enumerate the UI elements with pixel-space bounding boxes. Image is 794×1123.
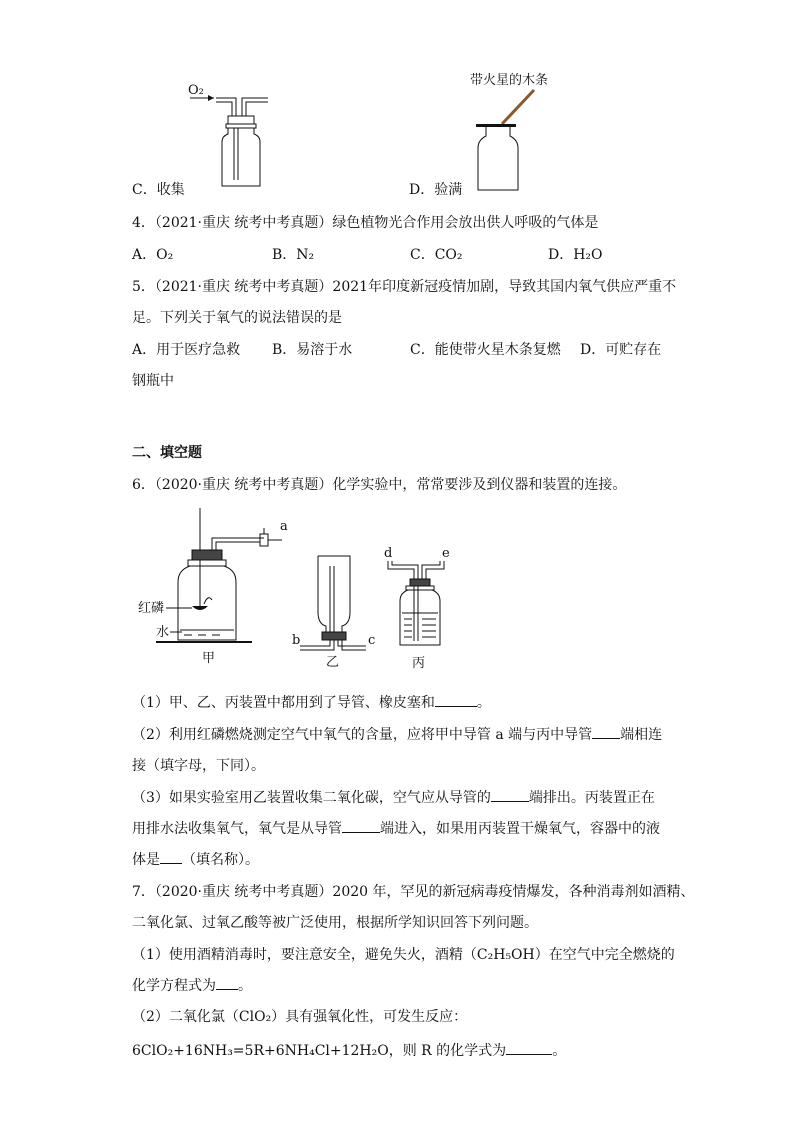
- q6-part2-end: 端相连: [620, 727, 663, 743]
- section-title: 二、填空题: [132, 445, 202, 461]
- q5-option-d-tail: 钢瓶中: [132, 373, 174, 389]
- oxygen-label: O₂: [188, 83, 204, 98]
- check-full-figure: [460, 70, 580, 194]
- q6-part3-blank2: [342, 820, 380, 833]
- q5-option-b: B．易溶于水: [272, 342, 353, 358]
- tube-end-a: a: [280, 519, 288, 534]
- q4-option-a: A．O₂: [132, 247, 174, 263]
- option-c-collect: C．收集: [132, 182, 185, 198]
- q6-part2: [132, 724, 662, 744]
- q6-part3-line3-text: 体是: [132, 852, 160, 868]
- q6-part3-blank3: [160, 851, 182, 864]
- tube-end-d: d: [384, 546, 393, 561]
- q6-part3: [132, 787, 655, 807]
- q6-part3-line2-cont: 端进入，如果用丙装置干燥氧气，容器中的液: [380, 821, 660, 837]
- red-phosphorus-label: 红磷: [138, 601, 165, 616]
- q6-part3-line2-text: 用排水法收集氧气，氧气是从导管: [132, 821, 342, 837]
- q6-part3-blank1: [491, 789, 529, 802]
- q6-part1-blank: [435, 694, 477, 707]
- q6-part1-end: 。: [476, 695, 491, 711]
- q4-option-d: D．H₂O: [548, 247, 603, 263]
- q6-part3-line2: [132, 818, 660, 838]
- q5-option-c: C．能使带火星木条复燃: [410, 342, 561, 358]
- apparatus-jia-label: 甲: [202, 651, 216, 666]
- q7-part1-blank: [216, 977, 238, 990]
- tube-end-c: c: [368, 633, 376, 648]
- question-5-stem-line1: 5．（2021·重庆 统考中考真题）2021年印度新冠疫情加剧，导致其国内氧气供应严重不: [132, 279, 677, 295]
- q5-option-d: D．可贮存在: [580, 342, 662, 358]
- q5-option-a: A．用于医疗急救: [132, 342, 241, 358]
- q6-part1-text: （1）甲、乙、丙装置中都用到了导管、橡皮塞和: [132, 695, 435, 711]
- q6-part3-line3: [132, 849, 259, 869]
- q4-option-c: C．CO₂: [410, 247, 463, 263]
- q6-part3-text: （3）如果实验室用乙装置收集二氧化碳，空气应从导管的: [132, 790, 491, 806]
- q7-part2-blank: [506, 1042, 552, 1055]
- q7-part2-line2: [132, 1040, 566, 1060]
- option-d-check-full: D．验满: [409, 182, 463, 198]
- question-5-stem-line2: 足。下列关于氧气的说法错误的是: [132, 310, 342, 326]
- q7-part1-text: 化学方程式为: [132, 978, 216, 994]
- water-label: 水: [156, 625, 170, 640]
- apparatus-jia-figure: [136, 508, 296, 674]
- q7-part1-line2: [132, 975, 252, 995]
- question-7-stem-line2: 二氧化氯、过氧乙酸等被广泛使用，根据所学知识回答下列问题。: [132, 915, 538, 931]
- apparatus-yi-label: 乙: [326, 655, 340, 670]
- collection-bottle-figure: [180, 82, 280, 192]
- q6-part3-cont: 端排出。丙装置正在: [528, 790, 655, 806]
- q7-part1-end: 。: [238, 978, 252, 994]
- q6-part3-line3-end: （填名称）。: [182, 852, 259, 868]
- q6-part2-line2: 接（填字母，下同）。: [132, 758, 265, 774]
- q7-part2-text: ，则 R 的化学式为: [388, 1043, 507, 1059]
- question-4-stem: 4．（2021·重庆 统考中考真题）绿色植物光合作用会放出供人呼吸的气体是: [132, 215, 599, 231]
- question-6-stem: 6．（2020·重庆 统考中考真题）化学实验中，常常要涉及到仪器和装置的连接。: [132, 477, 627, 493]
- tube-end-b: b: [292, 633, 301, 648]
- q6-part1: [132, 692, 491, 712]
- q7-part2-line1: （2）二氧化氯（ClO₂）具有强氧化性，可发生反应：: [132, 1009, 468, 1025]
- q4-option-b: B．N₂: [272, 247, 315, 263]
- q7-part1-line1: （1）使用酒精消毒时，要注意安全，避免失火，酒精（C₂H₅OH）在空气中完全燃烧的: [132, 947, 675, 963]
- apparatus-yi-figure: [290, 552, 380, 670]
- q7-part2-end: 。: [552, 1043, 567, 1059]
- q6-part2-blank: [592, 726, 620, 739]
- apparatus-bing-figure: [378, 545, 458, 670]
- tube-end-e: e: [442, 546, 450, 561]
- glowing-splint-caption: 带火星的木条: [470, 73, 549, 88]
- q7-equation: 6ClO₂+16NH₃=5R+6NH₄Cl+12H₂O: [132, 1043, 389, 1059]
- apparatus-bing-label: 丙: [412, 656, 426, 671]
- q6-part2-text: （2）利用红磷燃烧测定空气中氧气的含量，应将甲中导管 a 端与丙中导管: [132, 727, 593, 743]
- question-7-stem-line1: 7．（2020·重庆 统考中考真题）2020 年，罕见的新冠病毒疫情爆发，各种消毒剂如酒精、: [132, 884, 695, 900]
